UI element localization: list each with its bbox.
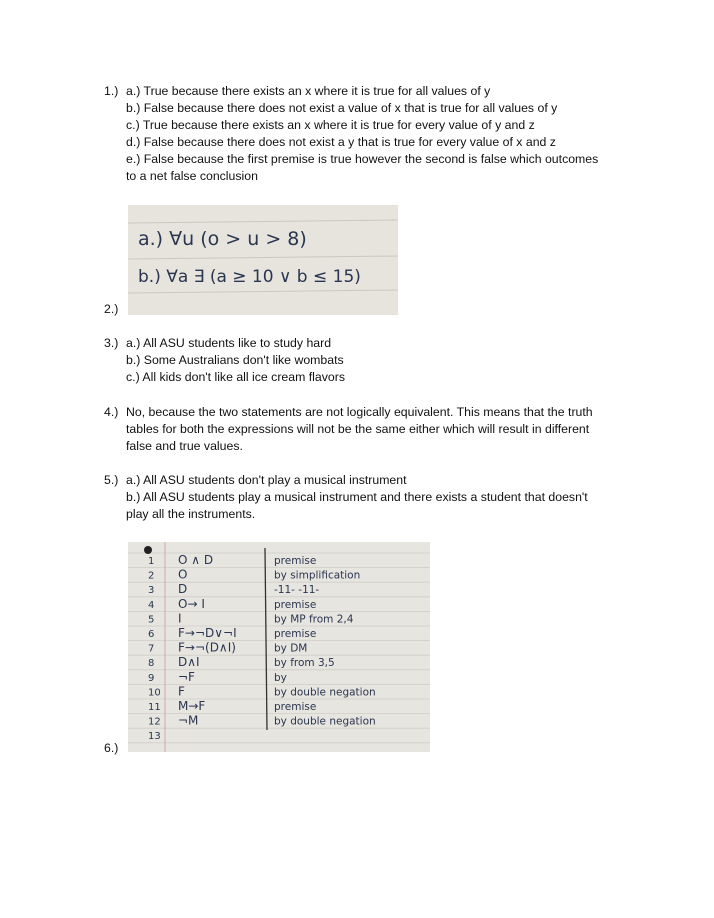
proof-line-number: 4 [148, 599, 155, 611]
proof-line-number: 12 [148, 716, 161, 728]
proof-reason: by simplification [274, 569, 361, 582]
question-5-answer [126, 472, 626, 523]
proof-line-number: 3 [148, 585, 155, 597]
answer-line: b.) False because there does not exist a value of x that is true for all values of y [126, 101, 558, 115]
proof-row [148, 731, 161, 742]
proof-reason: by from 3,5 [274, 657, 335, 670]
answer-line: c.) All kids don't like all ice cream flavors [126, 370, 345, 384]
answer-line: d.) False because there does not exist a y that is true for every value of x and z [126, 135, 556, 149]
proof-reason: by DM [274, 642, 308, 655]
proof-reason: premise [274, 628, 317, 640]
answer-line: a.) True because there exists an x where it is true for all values of y [126, 84, 491, 98]
proof-reason: -11- -11- [274, 584, 320, 597]
proof-line-number: 10 [148, 687, 161, 699]
handwritten-proof-photo-q6 [128, 542, 430, 752]
proof-statement: O [178, 567, 188, 582]
proof-line-number: 11 [148, 702, 161, 713]
proof-statement: M→F [178, 699, 206, 713]
answer-line: e.) False because the first premise is true however the second is false which outcomes [126, 152, 599, 166]
proof-line-number: 1 [148, 556, 155, 567]
proof-reason: by double negation [274, 686, 376, 699]
answer-line: b.) All ASU students play a musical instrument and there exists a student that doesn't [126, 490, 588, 504]
proof-reason: by [274, 671, 287, 684]
answer-line: tables for both the expressions will not be the same either which will result in different [126, 422, 590, 436]
answer-line: a.) All ASU students like to study hard [126, 336, 332, 350]
answer-line: play all the instruments. [126, 507, 256, 521]
question-5-number: 5.) [104, 473, 119, 487]
proof-reason: by MP from 2,4 [274, 613, 354, 626]
proof-statement: D [178, 582, 188, 597]
proof-statement: F→¬(D∧I) [178, 640, 236, 655]
answer-line: b.) Some Australians don't like wombats [126, 353, 344, 367]
proof-statement: ¬M [178, 713, 199, 728]
question-1-answer [126, 83, 626, 185]
handwriting-line-b: b.) ∀a ∃ (a ≥ 10 ∨ b ≤ 15) [138, 267, 361, 287]
question-2-number: 2.) [104, 302, 119, 316]
proof-statement: O ∧ D [178, 553, 214, 567]
question-3-answer [126, 335, 626, 386]
question-4-number: 4.) [104, 405, 119, 419]
proof-line-number: 2 [148, 570, 155, 582]
answer-line: c.) True because there exists an x where it is true for every value of y and z [126, 118, 535, 132]
proof-reason: by double negation [274, 715, 376, 728]
proof-line-number: 9 [148, 672, 155, 684]
answer-line: to a net false conclusion [126, 169, 258, 183]
proof-statement: ¬F [178, 669, 195, 684]
proof-reason: premise [274, 598, 317, 611]
question-1-number: 1.) [104, 84, 119, 98]
answer-line: No, because the two statements are not logically equivalent. This means that the truth [126, 405, 593, 419]
handwriting-line-a: a.) ∀u (o > u > 8) [138, 228, 307, 250]
proof-reason: premise [274, 555, 317, 567]
proof-statement: O→ I [178, 596, 205, 611]
proof-line-number: 7 [148, 643, 155, 655]
proof-line-number: 8 [148, 658, 155, 670]
question-3-number: 3.) [104, 336, 119, 350]
answer-line: false and true values. [126, 439, 243, 453]
proof-statement: D∧I [178, 655, 200, 670]
proof-line-number: 6 [148, 629, 155, 640]
handwritten-photo-q2 [128, 205, 398, 315]
question-4-answer [126, 404, 626, 455]
proof-line-number: 13 [148, 731, 161, 743]
question-6-number: 6.) [104, 741, 119, 755]
proof-statement: F→¬D∨¬I [178, 626, 237, 640]
proof-line-number: 5 [148, 614, 155, 626]
proof-statement: F [178, 684, 185, 699]
answer-line: a.) All ASU students don't play a musical instrument [126, 473, 407, 487]
proof-reason: premise [274, 701, 317, 713]
proof-statement: I [178, 611, 182, 626]
